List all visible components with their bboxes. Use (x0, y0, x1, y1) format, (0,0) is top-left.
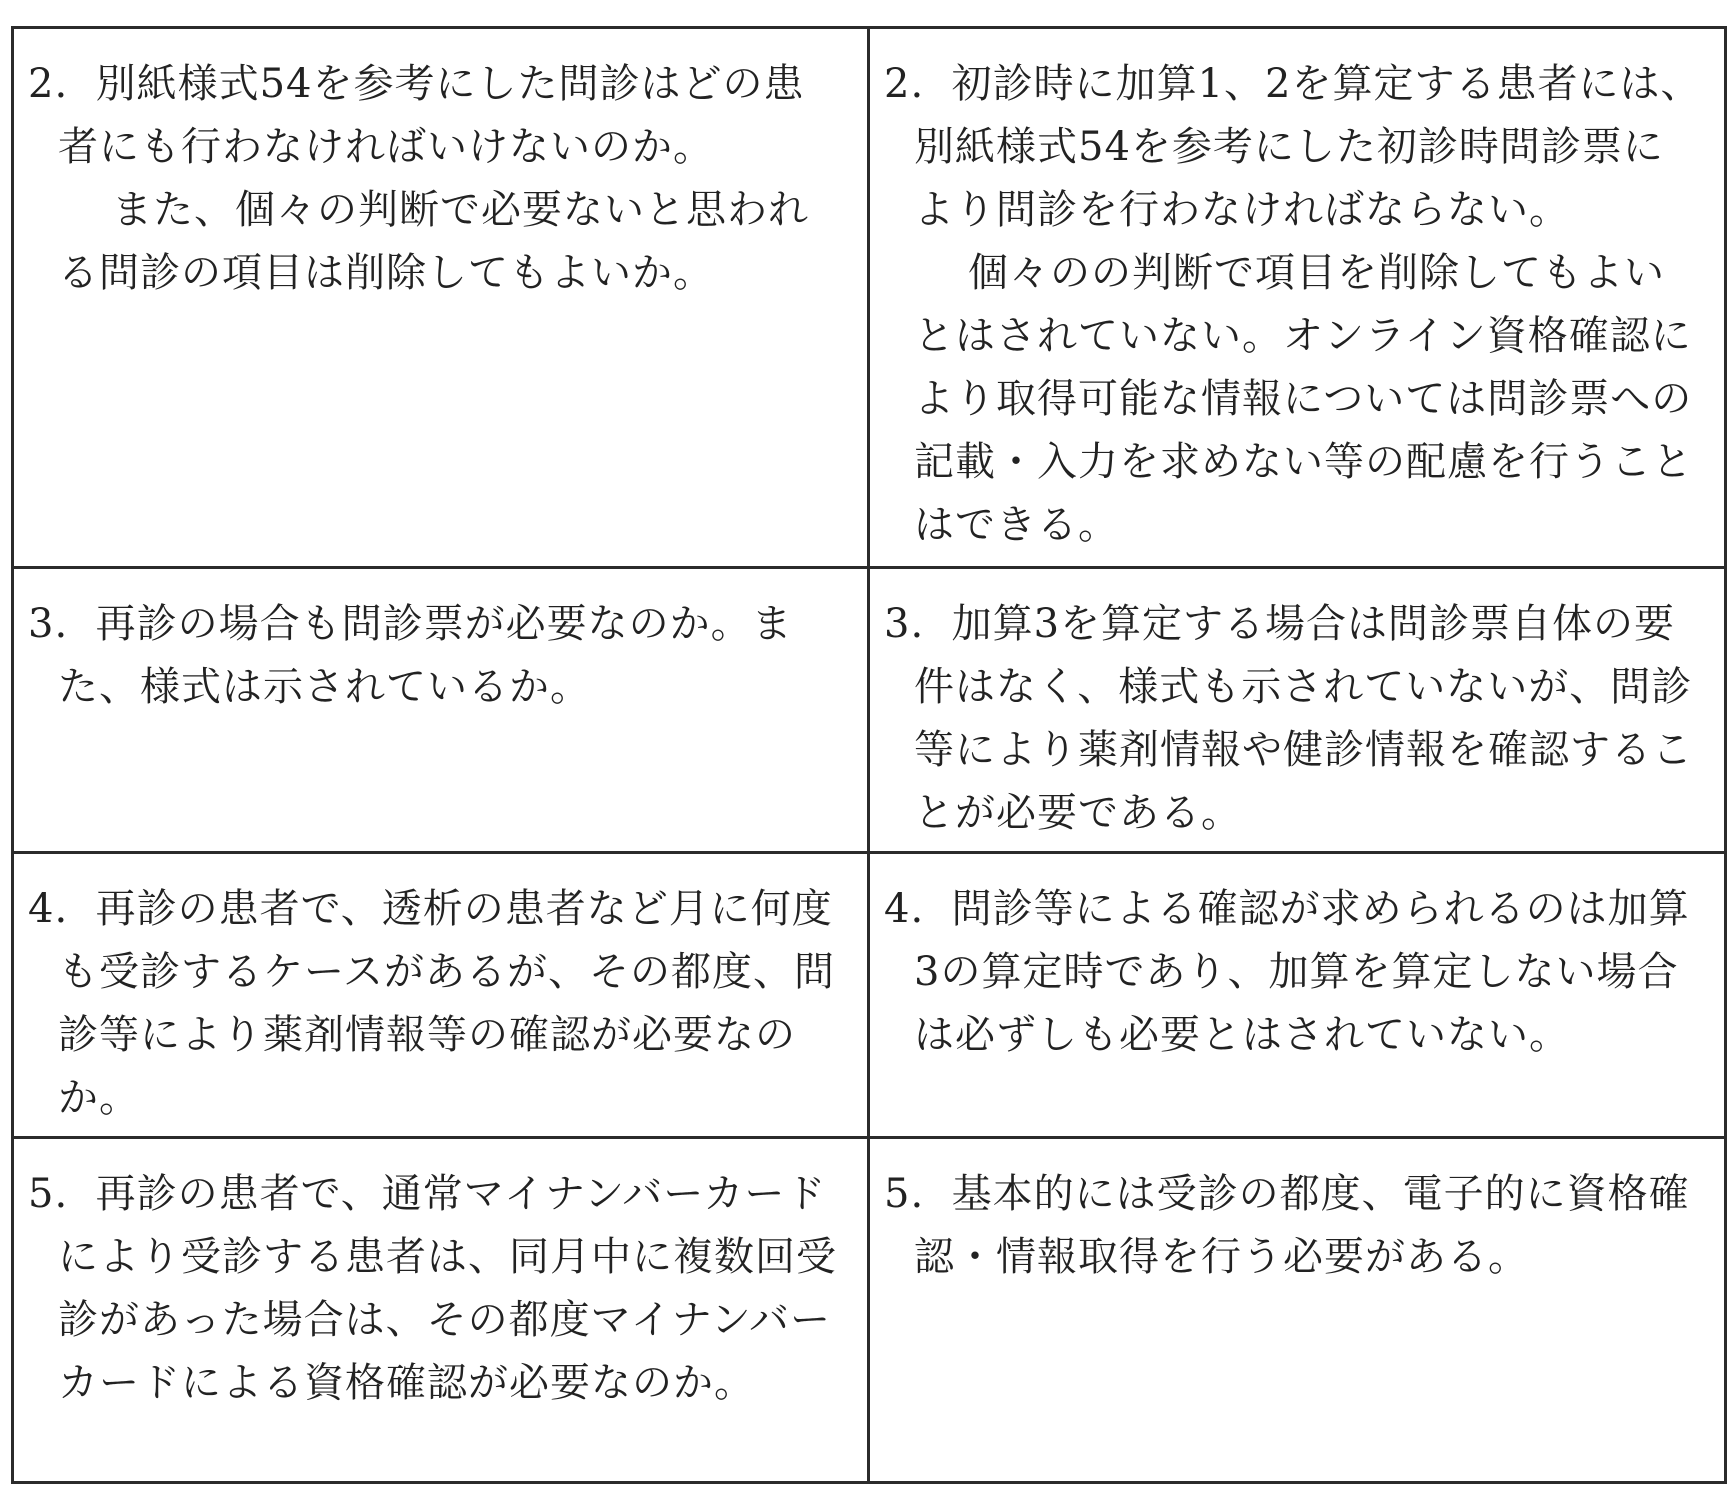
question-cell (13, 568, 869, 853)
question-cell (13, 1138, 869, 1483)
question-followup-text: また、個々の判断で必要ないと思われる問診の項目は削除してもよいか。 (58, 187, 809, 296)
answer-text: 2. 初診時に加算1、2を算定する患者には、別紙様式54を参考にした初診時問診票により問診を行わなければならない。 (884, 61, 1702, 233)
question-text: 2. 別紙様式54を参考にした問診はどの患者にも行わなければいけないのか。 (28, 61, 805, 170)
answer-cell (869, 1138, 1726, 1483)
qa-row (13, 853, 1726, 1138)
answer-cell (869, 568, 1726, 853)
answer-text: 5. 基本的には受診の都度、電子的に資格確認・情報取得を行う必要がある。 (884, 1171, 1690, 1280)
qa-table (11, 26, 1727, 1484)
answer-cell (869, 853, 1726, 1138)
question-cell (13, 853, 869, 1138)
answer-followup-text: 個々のの判断で項目を削除してもよいとはされていない。オンライン資格確認により取得可能な情報については問診票への記載・入力を求めない等の配慮を行うことはできる。 (914, 250, 1693, 548)
qa-row (13, 568, 1726, 853)
question-text: 5. 再診の患者で、通常マイナンバーカードにより受診する患者は、同月中に複数回受診があった場合は、その都度マイナンバーカードによる資格確認が必要なのか。 (28, 1171, 837, 1406)
question-cell (13, 28, 869, 568)
question-text: 4. 再診の患者で、透析の患者など月に何度も受診するケースがあるが、その都度、問診等により薬剤情報等の確認が必要なのか。 (28, 886, 835, 1121)
qa-row (13, 1138, 1726, 1483)
answer-text: 4. 問診等による確認が求められるのは加算3の算定時であり、加算を算定しない場合は必ずしも必要とはされていない。 (884, 886, 1690, 1058)
answer-text: 3. 加算3を算定する場合は問診票自体の要件はなく、様式も示されていないが、問診等により薬剤情報や健診情報を確認することが必要である。 (884, 601, 1693, 836)
question-text: 3. 再診の場合も問診票が必要なのか。また、様式は示されているか。 (28, 601, 793, 710)
answer-cell (869, 28, 1726, 568)
qa-row (13, 28, 1726, 568)
